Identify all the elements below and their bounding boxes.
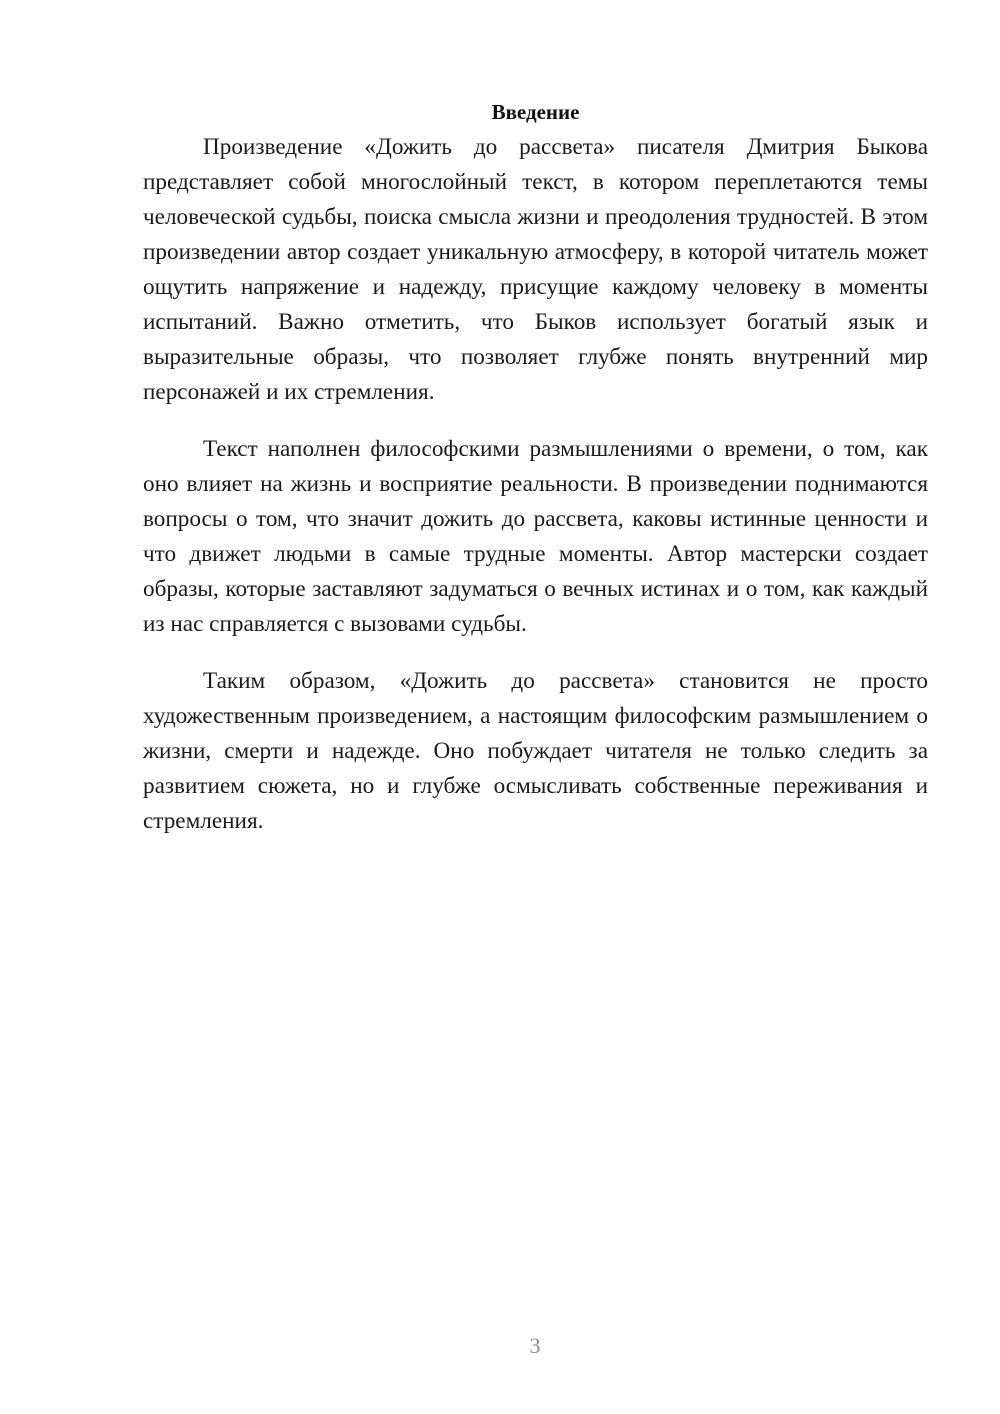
section-title: Введение	[491, 100, 580, 124]
paragraph-2: Текст наполнен философскими размышлениями о времени, о том, как оно влияет на жизнь и восприятие реальности. В произведении поднимаются вопросы о том, что значит дожить до рассвета, каковы истинные ценности и что движет людьми в самые трудные моменты. Автор мастерски создает образы, которые заставляют задуматься о вечных истинах и о том, как каждый из нас справляется с вызовами судьбы.	[143, 436, 928, 637]
paragraph-1: Произведение «Дожить до рассвета» писателя Дмитрия Быкова представляет собой многослойный текст, в котором переплетаются темы человеческой судьбы, поиска смысла жизни и преодоления трудностей. В этом произведении автор создает уникальную атмосферу, в которой читатель может ощутить напряжение и надежду, присущие каждому человеку в моменты испытаний. Важно отметить, что Быков использует богатый язык и выразительные образы, что позволяет глубже понять внутренний мир персонажей и их стремления.	[143, 134, 928, 405]
page-content	[143, 95, 928, 839]
page-number: 3	[529, 1333, 541, 1358]
paragraph-3: Таким образом, «Дожить до рассвета» становится не просто художественным произведением, а настоящим философским размышлением о жизни, смерти и надежде. Оно побуждает читателя не только следить за развитием сюжета, но и глубже осмысливать собственные переживания и стремления.	[143, 668, 928, 834]
